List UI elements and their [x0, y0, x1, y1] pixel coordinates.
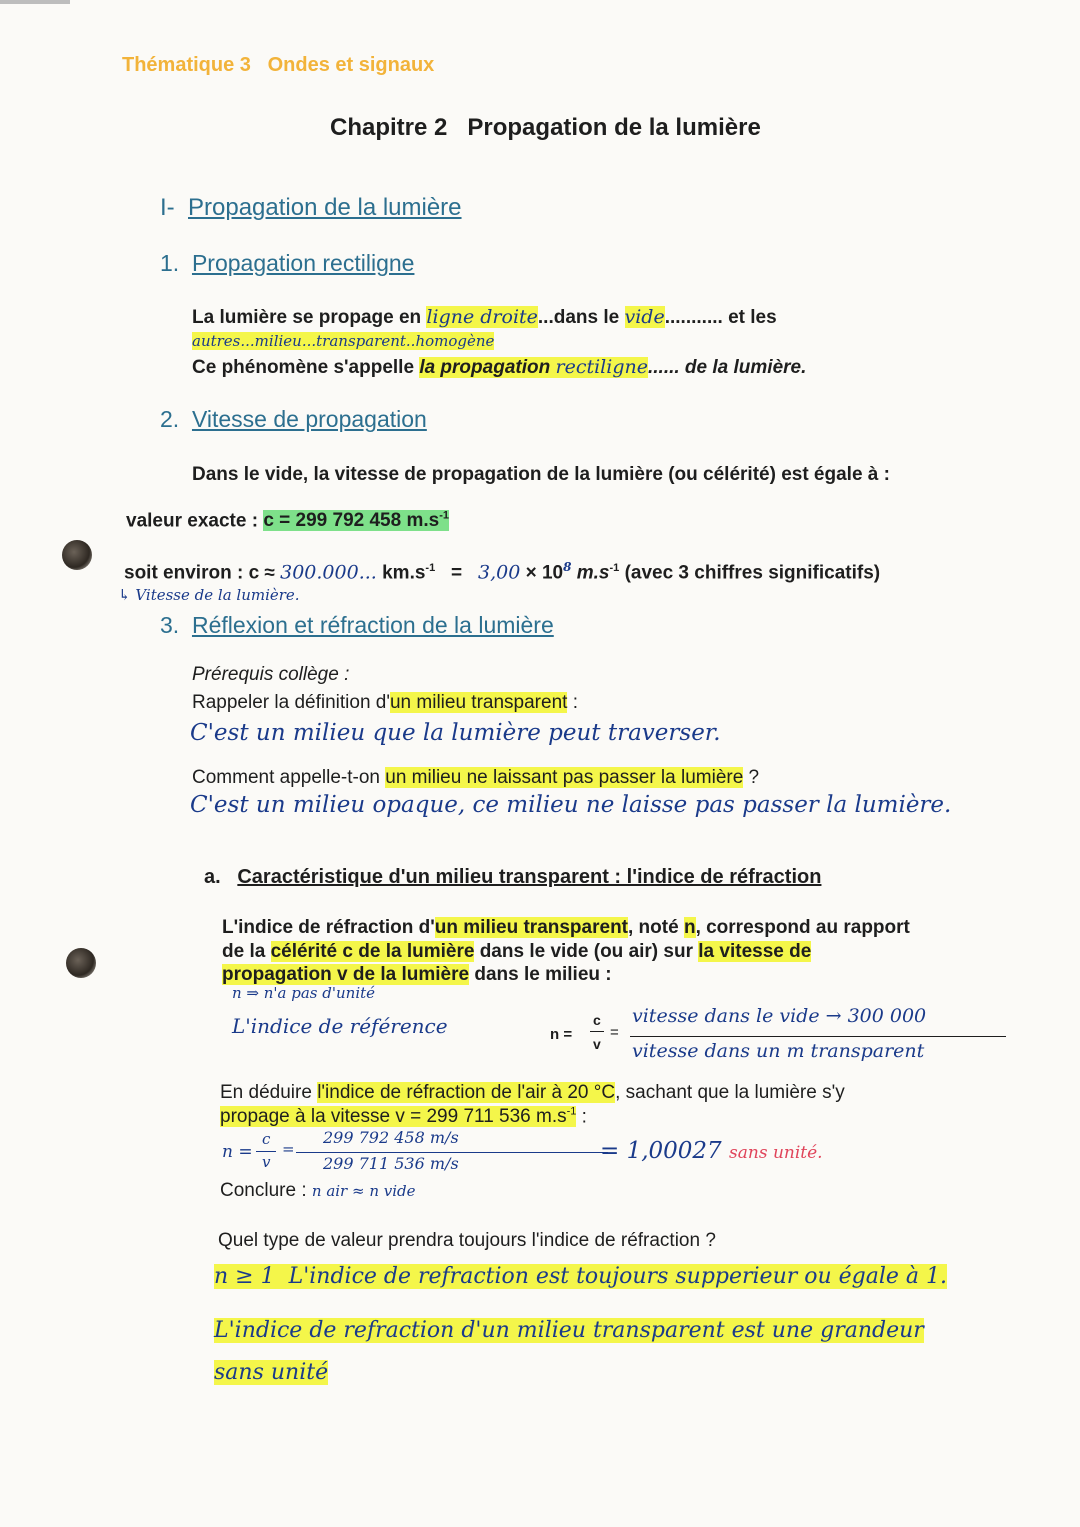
calc-numerator: 299 792 458 m/s — [323, 1128, 459, 1147]
thematique-label: Thématique 3 Ondes et signaux — [122, 54, 435, 76]
formula-n-label: n = — [550, 1026, 573, 1043]
deduire-line-2: propage à la vitesse v = 299 711 536 $m.s^{-1}$ : — [220, 1106, 587, 1128]
calc-result: = 1,00027 sans unité. — [600, 1138, 823, 1164]
vitesse-text: Dans le vide, la vitesse de propagation de la lumière (ou célérité) est égale à : — [192, 464, 890, 485]
prerequis-question-2: Comment appelle-t-on un milieu ne laissant pas passer la lumière ? — [192, 767, 760, 788]
formula-hw-fraction-bar — [630, 1036, 1006, 1037]
question-line: Quel type de valeur prendra toujours l'indice de réfraction ? — [218, 1230, 716, 1251]
prerequis-title: Prérequis collège : — [192, 664, 350, 685]
definition-line-2: de la célérité c de la lumière dans le vide (ou air) sur la vitesse de — [222, 941, 812, 962]
formula-hw-top: vitesse dans le vide → 300 000 — [632, 1005, 927, 1027]
formula-denominator: v — [593, 1036, 601, 1052]
prerequis-answer-2: C'est un milieu opaque, ce milieu ne laisse pas passer la lumière. — [190, 792, 952, 818]
environ-note-handwritten: ↳ Vitesse de la lumière. — [118, 586, 300, 604]
calc-c: c — [262, 1130, 271, 1148]
rectiligne-line-1: La lumière se propage en ligne droite...dans le vide........... et les — [192, 306, 777, 328]
formula-equals: = — [610, 1024, 619, 1041]
punch-hole-top — [62, 540, 92, 570]
rectiligne-line-2: autres...milieu...transparent..homogène — [192, 332, 495, 350]
calc-eq-sign: = — [282, 1140, 295, 1158]
formula-hw-bottom: vitesse dans un m transparent — [632, 1040, 925, 1062]
subsection-2-heading: 2. Vitesse de propagation — [160, 406, 427, 432]
section-a-heading: a. Caractéristique d'un milieu transparent : l'indice de réfraction — [204, 866, 822, 888]
valeur-environ: soit environ : c ≈ 300.000... $km.s^{-1}$ = $3,00 \times 10^8$ $m.s^{-1}$ (avec 3 chiffres significatifs) — [124, 560, 881, 584]
rectiligne-line-3: Ce phénomène s'appelle la propagation rectiligne...... de la lumière. — [192, 356, 807, 378]
hw-reference-note: L'indice de référence — [232, 1014, 448, 1038]
prerequis-question-1: Rappeler la définition d'un milieu transparent : — [192, 692, 578, 713]
valeur-exacte: valeur exacte : c = 299 792 458 $m.s^{-1}$ — [126, 510, 449, 532]
definition-line-1: L'indice de réfraction d'un milieu transparent, noté n, correspond au rapport — [222, 917, 910, 938]
answer-line-3: sans unité — [214, 1360, 329, 1385]
subsection-3-heading: 3. Réflexion et réfraction de la lumière — [160, 612, 554, 638]
punch-hole-bottom — [66, 948, 96, 978]
definition-line-3: propagation v de la lumière dans le milieu : — [222, 964, 612, 985]
answer-line-2: L'indice de refraction d'un milieu transparent est une grandeur — [214, 1318, 924, 1343]
calc-denominator: 299 711 536 m/s — [323, 1154, 459, 1173]
page-corner-mark — [0, 0, 70, 4]
calc-fraction-bar — [296, 1152, 608, 1153]
calc-v: v — [262, 1153, 271, 1171]
answer-line-1: n ≥ 1 L'indice de refraction est toujours supperieur ou égale à 1. — [214, 1264, 948, 1289]
prerequis-answer-1: C'est un milieu que la lumière peut traverser. — [190, 720, 721, 746]
hw-no-unit-note: n ⇒ n'a pas d'unité — [232, 984, 376, 1002]
calc-n-label: n = — [222, 1142, 253, 1162]
conclure-line: Conclure : n air ≈ n vide — [220, 1180, 416, 1201]
calc-cv-bar — [256, 1151, 276, 1152]
chapter-title: Chapitre 2 Propagation de la lumière — [330, 114, 761, 141]
section-1-heading: I- Propagation de la lumière — [160, 194, 462, 221]
subsection-1-heading: 1. Propagation rectiligne — [160, 250, 415, 276]
formula-numerator: c — [593, 1012, 601, 1028]
deduire-line-1: En déduire l'indice de réfraction de l'air à 20 °C, sachant que la lumière s'y — [220, 1082, 845, 1103]
formula-fraction-bar — [590, 1031, 604, 1032]
